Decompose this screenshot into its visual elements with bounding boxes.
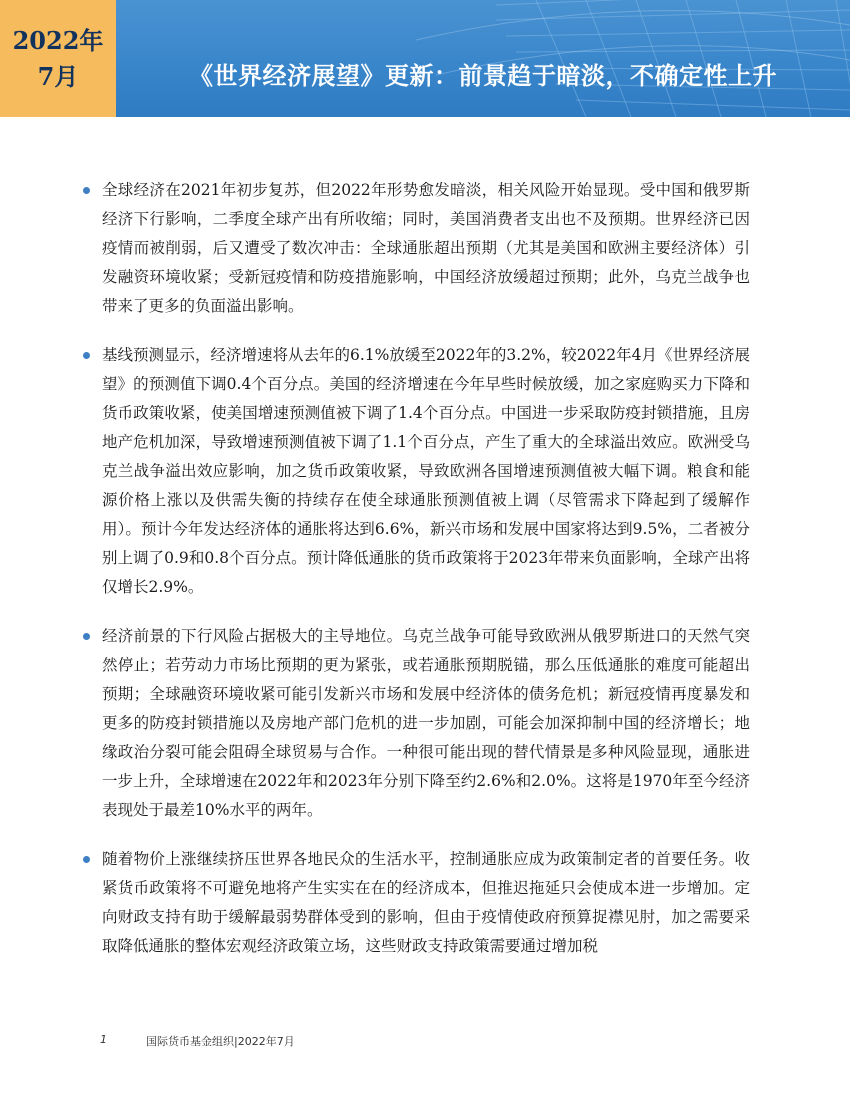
page-number: 1 xyxy=(100,1033,107,1046)
paragraph-text: 随着物价上涨继续挤压世界各地民众的生活水平，控制通胀应成为政策制定者的首要任务。收紧货币政策将不可避免地将产生实实在在的经济成本，但推迟拖延只会使成本进一步增加。定向财政支持有助于缓解最弱势群体受到的影响，但由于疫情使政府预算捉襟见肘，加之需要采取降低通胀的整体宏观经济政策立场，这些财政支持政策需要通过增加税 xyxy=(102,850,750,955)
bullet-paragraph xyxy=(80,622,750,825)
bullet-dot-icon xyxy=(83,856,90,863)
date-year: 2022年 xyxy=(12,25,104,55)
bullet-dot-icon xyxy=(83,633,90,640)
date-box xyxy=(0,0,116,117)
main-content xyxy=(80,176,750,981)
bullet-dot-icon xyxy=(83,187,90,194)
bullet-paragraph xyxy=(80,176,750,321)
paragraph-text: 经济前景的下行风险占据极大的主导地位。乌克兰战争可能导致欧洲从俄罗斯进口的天然气突然停止；若劳动力市场比预期的更为紧张，或若通胀预期脱锚，那么压低通胀的难度可能超出预期；全球融资环境收紧可能引发新兴市场和发展中经济体的债务危机；新冠疫情再度暴发和更多的防疫封锁措施以及房地产部门危机的进一步加剧，可能会加深抑制中国的经济增长；地缘政治分裂可能会阻碍全球贸易与合作。一种很可能出现的替代情景是多种风险显现，通胀进一步上升，全球增速在2022年和2023年分别下降至约2.6%和2.0%。这将是1970年至今经济表现处于最差10%水平的两年。 xyxy=(102,627,750,819)
document-header xyxy=(0,0,850,117)
page-title: 《世界经济展望》更新：前景趋于暗淡，不确定性上升 xyxy=(189,62,777,90)
paragraph-text: 全球经济在2021年初步复苏，但2022年形势愈发暗淡，相关风险开始显现。受中国和俄罗斯经济下行影响，二季度全球产出有所收缩；同时，美国消费者支出也不及预期。世界经济已因疫情而被削弱，后又遭受了数次冲击：全球通胀超出预期（尤其是美国和欧洲主要经济体）引发融资环境收紧；受新冠疫情和防疫措施影响，中国经济放缓超过预期；此外，乌克兰战争也带来了更多的负面溢出影响。 xyxy=(102,181,750,315)
footer-text: 国际货币基金组织|2022年7月 xyxy=(146,1035,295,1048)
bullet-paragraph xyxy=(80,845,750,961)
bullet-paragraph xyxy=(80,341,750,602)
paragraph-text: 基线预测显示，经济增速将从去年的6.1%放缓至2022年的3.2%，较2022年4月《世界经济展望》的预测值下调0.4个百分点。美国的经济增速在今年早些时候放缓，加之家庭购买力下降和货币政策收紧，使美国增速预测值被下调了1.4个百分点。中国进一步采取防疫封锁措施，且房地产危机加深，导致增速预测值被下调了1.1个百分点，产生了重大的全球溢出效应。欧洲受乌克兰战争溢出效应影响，加之货币政策收紧，导致欧洲各国增速预测值被大幅下调。粮食和能源价格上涨以及供需失衡的持续存在使全球通胀预测值被上调（尽管需求下降起到了缓解作用）。预计今年发达经济体的通胀将达到6.6%，新兴市场和发展中国家将达到9.5%，二者被分别上调了0.9和0.8个百分点。预计降低通胀的货币政策将于2023年带来负面影响，全球产出将仅增长2.9%。 xyxy=(102,346,751,596)
title-banner xyxy=(116,0,850,117)
date-month: 7月 xyxy=(37,61,79,91)
bullet-dot-icon xyxy=(83,352,90,359)
